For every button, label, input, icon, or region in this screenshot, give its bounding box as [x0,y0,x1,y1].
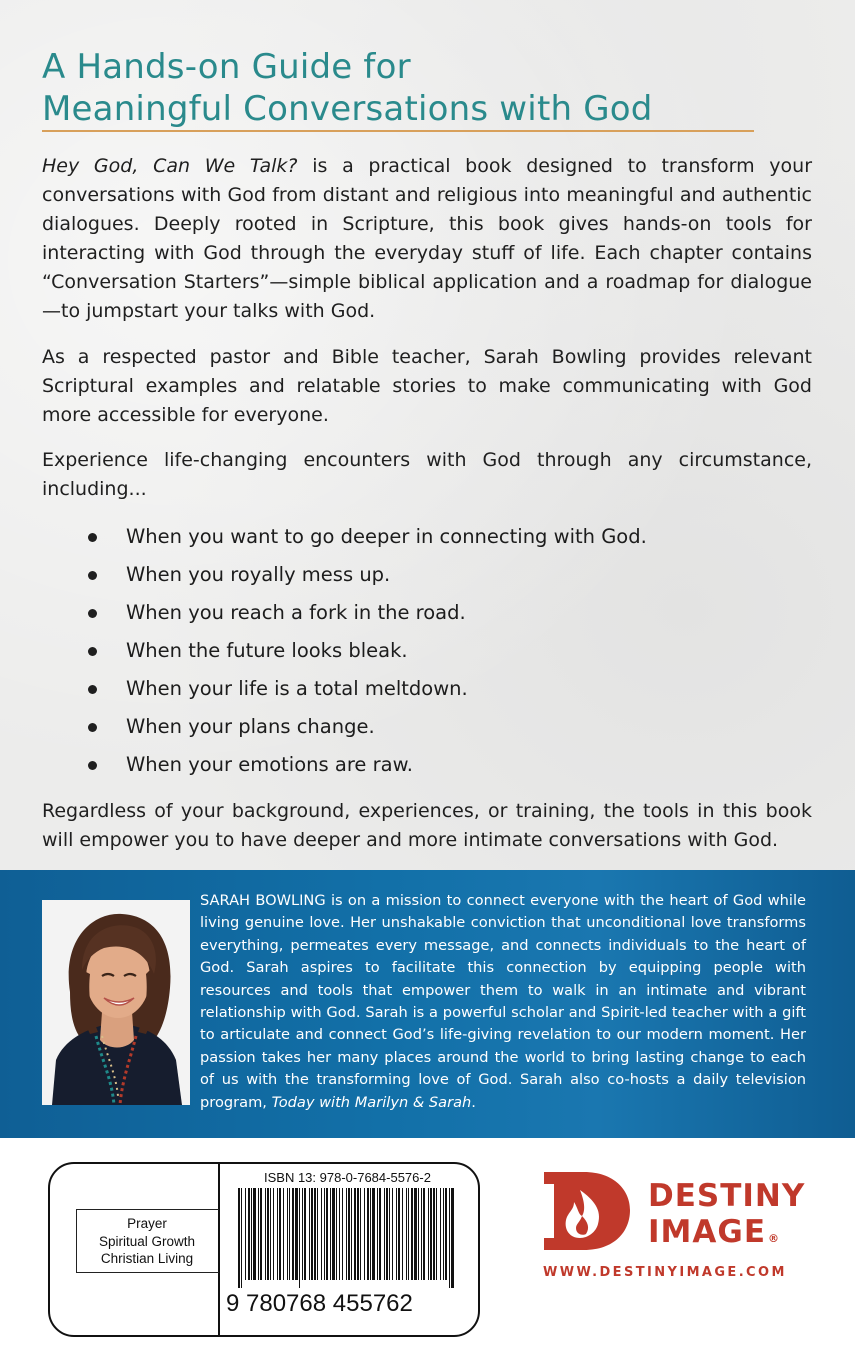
barcode-bar [251,1188,252,1280]
category-christian-living: Christian Living [100,1251,194,1266]
barcode-bar [421,1188,422,1280]
barcode-bar [283,1188,284,1280]
barcode-bar [423,1188,425,1280]
barcode-bar [321,1188,322,1280]
barcode-bar [392,1188,393,1280]
description-paragraph-4: Regardless of your background, experiences, or training, the tools in this book will empower you to have deeper and more intimate conversations with God. [42,800,812,851]
barcode-bar [414,1188,417,1280]
barcode-bar [357,1188,359,1280]
bullet-icon [88,647,97,656]
barcode-bar [408,1188,409,1280]
barcode-bar [295,1188,298,1280]
author-bio-end: . [471,1093,476,1111]
barcode-bar [238,1188,240,1288]
barcode-bar [260,1188,262,1280]
barcode-bar [314,1188,316,1280]
barcode-bar [287,1188,288,1280]
barcode-bar [311,1188,313,1280]
tv-program-title: Today with Marilyn & Sarah [271,1093,472,1111]
barcode-bar [445,1188,447,1280]
barcode-bar [348,1188,350,1280]
barcode-bar [292,1188,294,1280]
barcode-bar [248,1188,250,1280]
barcode-bar [270,1188,271,1280]
barcode-bar [342,1188,343,1280]
barcode-bar [396,1188,397,1280]
isbn-text: ISBN 13: 978-0-7684-5576-2 [264,1170,431,1185]
barcode-bar [245,1188,246,1280]
description-paragraph-1-text: is a practical book designed to transform your conversations with God from distant and religious into meaningful and authentic dialogues. Deeply rooted in Scripture, this book gives hands-on tools for interacting with God through the everyday stuff of life. Each chapter contains “Conversation Starters”—simple biblical application and a roadmap for dialogue—to jumpstart your talks with God. [42,155,813,322]
publisher-name-line-1: DESTINY [648,1178,806,1214]
barcode-bar [258,1188,259,1280]
barcode-bar [398,1188,400,1280]
author-photo [42,900,190,1105]
barcode-bar [402,1188,403,1280]
description-paragraph-3: Experience life-changing encounters with God through any circumstance, including... [42,449,812,500]
barcode-bar [370,1188,371,1280]
barcode-bar [324,1188,325,1280]
author-portrait-icon [42,900,190,1105]
barcode-bar [436,1188,437,1280]
barcode-bar [406,1188,407,1280]
barcode-bar [330,1188,331,1280]
author-bio-text: SARAH BOWLING is on a mission to connect everyone with the heart of God while living genuine love. Her unshakable conviction that unconditional love transforms everything, permeates every message, and connects individuals to the heart of God. Sarah aspires to facilitate this connection by equipping people with resources and tools that empower them to walk in an intimate and vibrant relationship with God. Sarah is a powerful scholar and Spirit-led teacher with a gift to articulate and connect God’s life-giving revelation to our modern moment. Her passion takes her many places around the world to bring lasting change to each of us with the transforming love of God. Sarah also co-hosts a daily television program, [200,892,806,1111]
barcode-bar [289,1188,290,1280]
bullet-icon [88,761,97,770]
category-prayer: Prayer [127,1216,167,1231]
registered-mark: ® [768,1232,780,1245]
headline-line-2: Meaningful Conversations with God [42,89,653,129]
barcode-bar [440,1188,441,1280]
barcode-bar [273,1188,274,1280]
bullet-icon [88,723,97,732]
barcode-bar [428,1188,429,1280]
list-item: When you royally mess up. [86,556,647,594]
list-item: When your plans change. [86,708,647,746]
list-item: When you reach a fork in the road. [86,594,647,632]
barcode-bar [433,1188,435,1280]
barcode-bar [346,1188,347,1280]
list-item: When your life is a total meltdown. [86,670,647,708]
barcode-bar [309,1188,310,1280]
bullet-icon [88,685,97,694]
barcode-bar [372,1188,375,1280]
barcode-bar [317,1188,318,1280]
barcode-bar [418,1188,419,1280]
barcode-bar [241,1188,242,1288]
barcode-bar [326,1188,328,1280]
barcode-bar [379,1188,381,1280]
headline-line-1: A Hands-on Guide for [42,47,411,87]
list-item: When you want to go deeper in connecting with God. [86,518,647,556]
circumstance-list [86,518,647,784]
headline [42,46,822,130]
barcode-bar [253,1188,256,1280]
barcode-bar [430,1188,432,1280]
bullet-icon [88,609,97,618]
description-paragraph-2: As a respected pastor and Bible teacher, Sarah Bowling provides relevant Scriptural examples and relatable stories to make communicating with God more accessible for everyone. [42,346,812,426]
category-list [76,1215,218,1268]
list-item: When the future looks bleak. [86,632,647,670]
destiny-image-logo-icon [540,1166,634,1254]
publisher-website: WWW.DESTINYIMAGE.COM [543,1265,787,1280]
barcode-bar [354,1188,356,1280]
barcode-bar [367,1188,369,1280]
barcode-bar [377,1188,378,1280]
barcode-bar [449,1188,450,1288]
barcode-bar [411,1188,413,1280]
barcode-bar [267,1188,269,1280]
barcode-bar [360,1188,361,1280]
barcode-bar [386,1188,388,1280]
barcode-bar [351,1188,352,1280]
barcode [232,1188,460,1288]
barcode-bar [277,1188,278,1280]
publisher-name-line-2: IMAGE ® [648,1214,780,1250]
headline-rule [42,130,754,132]
barcode-bar [299,1188,300,1288]
barcode-bar [339,1188,340,1280]
bullet-icon [88,533,97,542]
barcode-bar [332,1188,335,1280]
barcode-bar [389,1188,390,1280]
barcode-bar [451,1188,454,1288]
barcode-bar [265,1188,266,1280]
category-spiritual-growth: Spiritual Growth [98,1233,196,1249]
description-paragraph-1 [42,152,812,326]
barcode-bar [302,1188,303,1280]
barcode-bar [336,1188,337,1280]
list-item: When your emotions are raw. [86,746,647,784]
barcode-bar [279,1188,281,1280]
barcode-bar [443,1188,444,1280]
barcode-bar [384,1188,385,1280]
barcode-number: 9 780768 455762 [226,1290,413,1317]
barcode-bar [364,1188,365,1280]
author-bio [200,890,806,1114]
barcode-bar [304,1188,306,1280]
book-title: Hey God, Can We Talk? [42,155,298,177]
bullet-icon [88,571,97,580]
